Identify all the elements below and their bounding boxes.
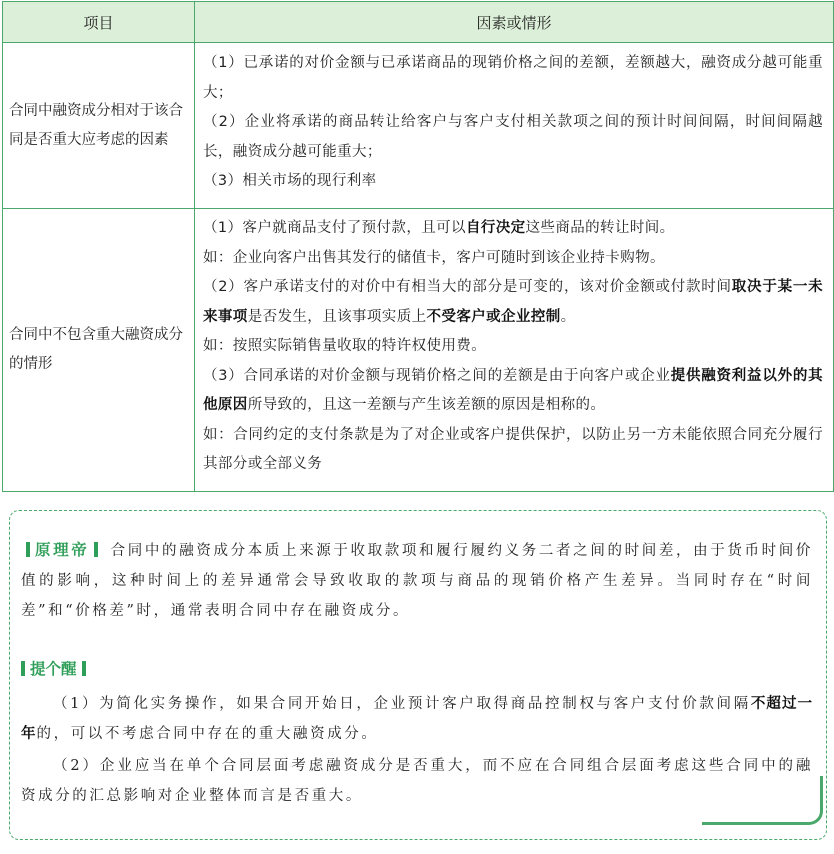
content-table: [2, 1, 834, 492]
example-3: 如：合同约定的支付条款是为了对企业或客户提供保护，以防止另一方未能依照合同充分履行其部分或全部义务: [203, 426, 823, 472]
table-row: [3, 43, 833, 208]
case-3: （3）合同承诺的对价金额与现销价格之间的差额是由于向客户或企业提供融资利益以外的其他原因所导致的，且这一差额与产生该差额的原因是相称的。: [203, 367, 823, 413]
row-content: [195, 43, 833, 208]
case-2: （2）客户承诺支付的对价中有相当大的部分是可变的，该对价金额或付款时间取决于某一未来事项是否发生，且该事项实质上不受客户或企业控制。: [203, 279, 823, 325]
header-factors: 因素或情形: [476, 13, 552, 32]
principle-title: 原理帝: [35, 540, 90, 559]
reminder-heading: [21, 657, 91, 679]
title-bar-icon: [26, 542, 30, 557]
table-row: [3, 208, 833, 491]
factor-3: （3）相关市场的现行利率: [203, 173, 377, 189]
reminder-2: （2）企业应当在单个合同层面考虑融资成分是否重大，而不应在合同组合层面考虑这些合同中的融资成分的汇总影响对企业整体而言是否重大。: [21, 758, 813, 804]
case-1: （1）客户就商品支付了预付款，且可以自行决定这些商品的转让时间。: [203, 220, 675, 236]
title-bar-icon: [21, 661, 25, 676]
example-2: 如：按照实际销售量收取的特许权使用费。: [203, 338, 487, 354]
row-content: [195, 209, 833, 491]
principle-paragraph: [21, 535, 813, 626]
title-bar-icon: [94, 542, 98, 557]
header-item: 项目: [3, 2, 195, 42]
note-box: [9, 510, 827, 840]
reminder-1: （1）为简化实务操作，如果合同开始日，企业预计客户取得商品控制权与客户支付价款间隔不超过一年的，可以不考虑合同中存在的重大融资成分。: [21, 696, 814, 742]
reminder-title: 提个醒: [30, 660, 77, 678]
factor-2: （2）企业将承诺的商品转让给客户与客户支付相关款项之间的预计时间间隔，时间间隔越长，融资成分越可能重大；: [203, 114, 823, 160]
principle-text: 合同中的融资成分本质上来源于收取款项和履行履约义务二者之间的时间差，由于货币时间价值的影响，这种时间上的差异通常会导致收取的款项与商品的现销价格产生差异。当同时存在“时间差”和“价格差”时，通常表明合同中存在融资成分。: [21, 543, 813, 619]
example-1: 如：企业向客户出售其发行的储值卡，客户可随时到该企业持卡购物。: [203, 249, 665, 266]
row-label: 合同中融资成分相对于该合同是否重大应考虑的因素: [3, 43, 195, 208]
row-label: 合同中不包含重大融资成分的情形: [3, 209, 195, 491]
title-bar-icon: [82, 661, 86, 676]
table-header: [3, 2, 833, 43]
factor-1: （1）已承诺的对价金额与已承诺商品的现销价格之间的差额，差额越大，融资成分越可能重大；: [203, 55, 823, 101]
